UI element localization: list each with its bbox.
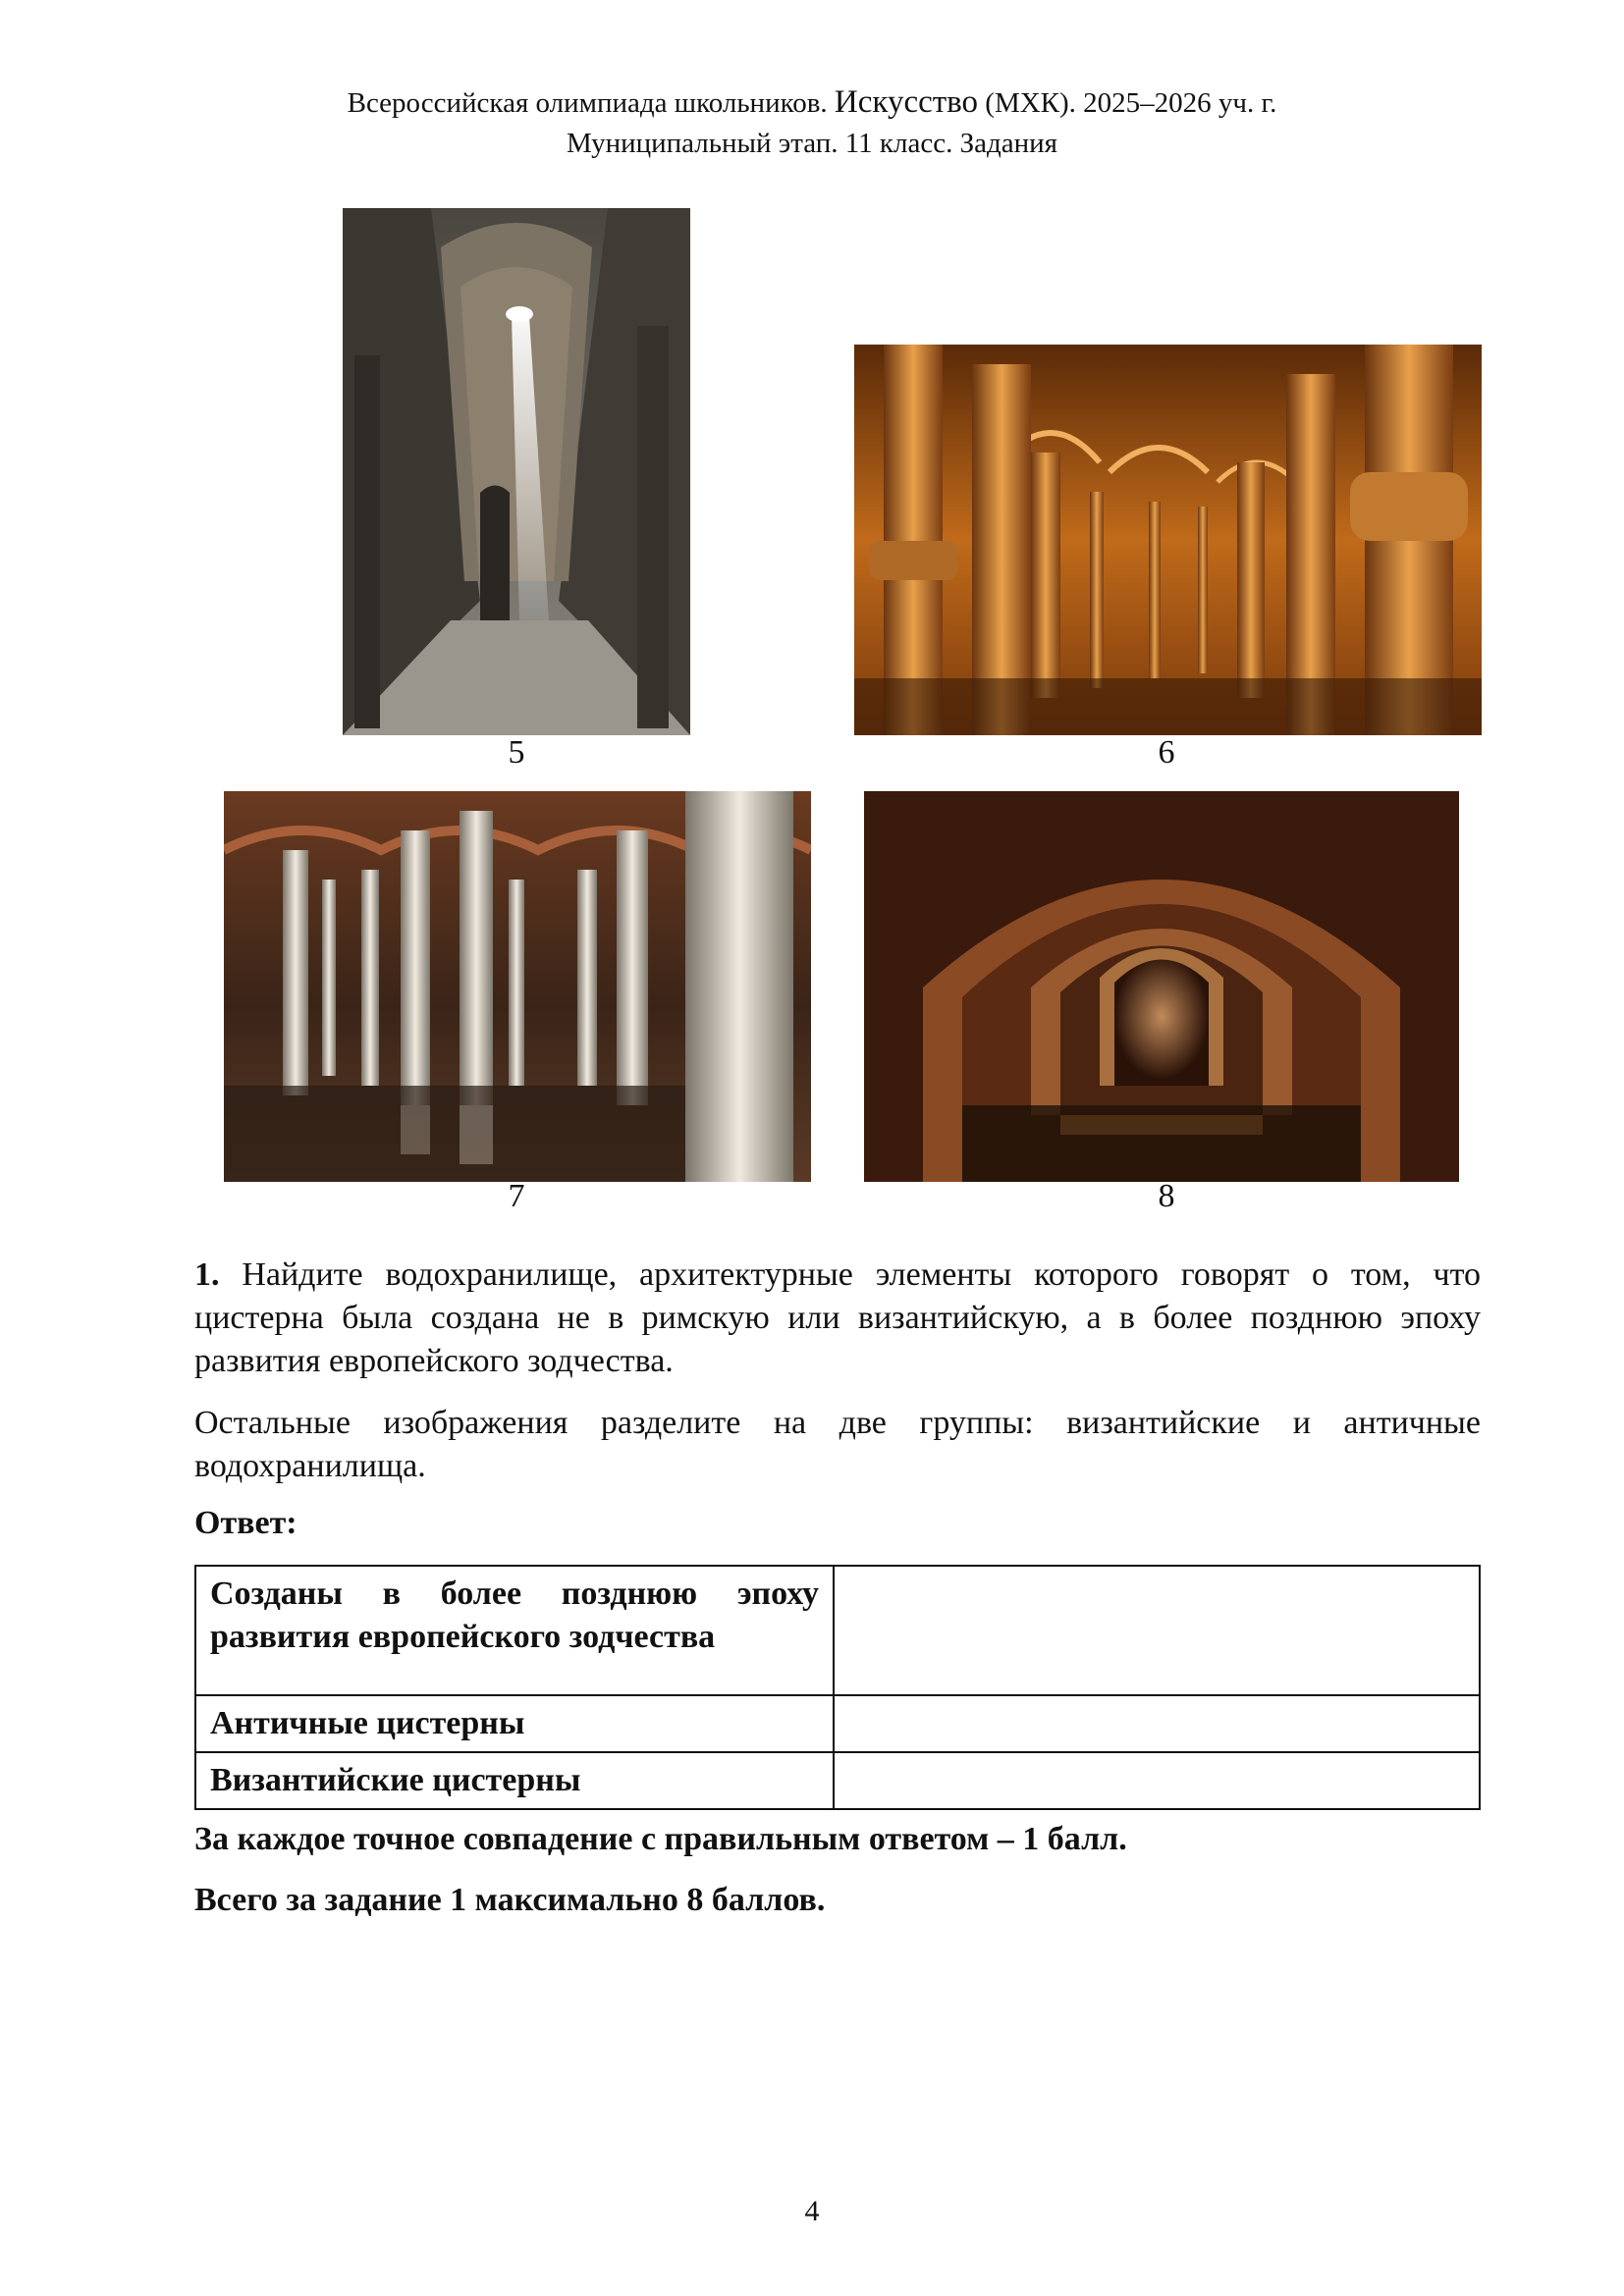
answer-value-later-epoch[interactable] <box>834 1566 1480 1695</box>
scoring-per-match: За каждое точное совпадение с правильным ответом – 1 балл. <box>194 1821 1127 1857</box>
task-1-text: Найдите водохранилище, архитектурные элементы которого говорят о том, что цистерна была создана не в римскую или византийскую, а в более позднюю эпоху развития европейского зодчества. <box>194 1256 1482 1379</box>
table-row <box>195 1566 1480 1695</box>
task-1-paragraph-2: Остальные изображения разделите на две группы: византийские и античные водохранилища. <box>194 1405 1481 1484</box>
header-olympiad: Всероссийская олимпиада школьников. <box>347 87 828 119</box>
table-row <box>195 1695 1480 1752</box>
answer-value-antique[interactable] <box>834 1695 1480 1752</box>
answer-value-byzantine[interactable] <box>834 1752 1480 1809</box>
answer-key-later-epoch: Созданы в более позднюю эпоху развития европейского зодчества <box>195 1566 834 1695</box>
photo-6-basilica-cistern <box>854 345 1482 735</box>
photo-8-brick-arch-cistern <box>864 791 1459 1182</box>
answer-table <box>194 1565 1481 1810</box>
header-subject: Искусство <box>834 84 979 120</box>
header-line-2: Муниципальный этап. 11 класс. Задания <box>567 128 1057 159</box>
table-row <box>195 1752 1480 1809</box>
answer-key-antique: Античные цистерны <box>195 1695 834 1752</box>
photo-7-caption: 7 <box>508 1178 525 1214</box>
scoring-total: Всего за задание 1 максимально 8 баллов. <box>194 1882 826 1918</box>
photo-5-caption: 5 <box>508 734 525 771</box>
answer-label: Ответ: <box>194 1505 298 1541</box>
answer-key-byzantine: Византийские цистерны <box>195 1752 834 1809</box>
header-year: (МХК). 2025–2026 уч. г. <box>985 87 1277 119</box>
task-number: 1. <box>194 1256 220 1293</box>
photo-5-corridor-cistern <box>343 208 690 735</box>
task-1-paragraph <box>194 1254 1481 1383</box>
photo-7-marble-column-cistern <box>224 791 811 1182</box>
page-number: 4 <box>804 2195 820 2227</box>
header-line-1 <box>0 80 1624 125</box>
photo-6-caption: 6 <box>1158 734 1175 771</box>
photo-8-caption: 8 <box>1158 1178 1175 1214</box>
